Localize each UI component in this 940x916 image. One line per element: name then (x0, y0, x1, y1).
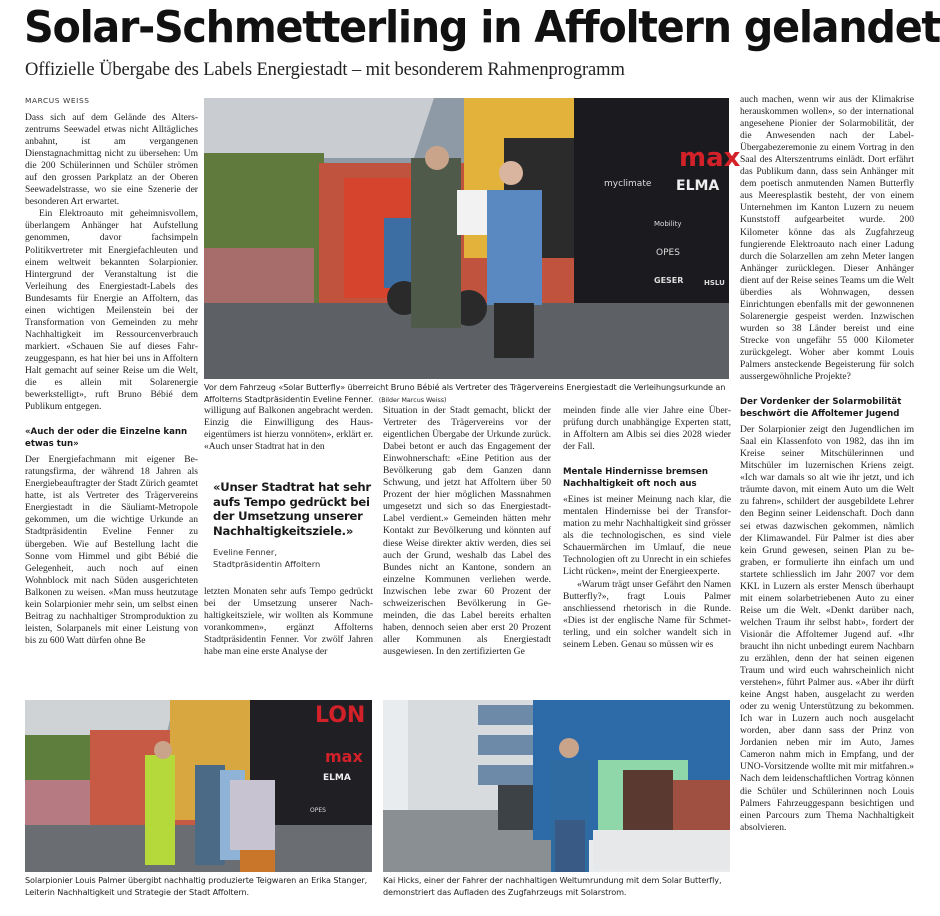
paragraph: Dass sich auf dem Gelände des Alterszentrums Seewadel etwas nicht Alltägliches anbahnt, ist am vergangenen Dienstagnachmittag nicht zu übersehen: Um die 200 Schülerinnen und Schüler strömen auf den grossen Parkplatz an der Oberen Seewadelstrasse, wo sie eine Szenerie der besonderen Art erwartet. (25, 112, 198, 208)
paragraph: letzten Monaten sehr aufs Tempo gedrückt bei der Umsetzung unserer Nachhaltigkeitsziele, wir wollten als Kommune vorankommen», ergänzt Affolterns Stadtpräsidentin Fenner. Vor zwölf Jahren habe man eine erste Analyse der (204, 586, 373, 658)
sponsor-logo: ELMA (323, 773, 351, 783)
paragraph: auch machen, wenn wir aus der Klimakrise herauskommen wollen», so der international angesehene Pionier der Solarmobilität, der die Anwesenden nach der Label-Übergabezeremonie zu einem Vortrag in den Saal des Alterszentrums einlädt. Dort erfährt das Publikum dann, dass sein Anhänger mit dem poetisch anmutenden Namen Butterfly aus Meeresplastik besteht, der von einem Unternehmen im Kanton Luzern zu neuem Kunststoff aufgearbeitet wurde. 200 Kilometer könne das als Zugfahrzeug fungierende Elektroauto nach einer Ladung durch die Solarzellen am zehn Meter langen Anhänger zurücklegen. Dieser Anhänger dient auf der Reise seines Teams um die Welt überdies als Wohnwagen, dessen Einrichtungen ebenfalls mit der gewonnenen Solarenergie gespeist werden. Inzwischen wurden so 38 Länder bereist und eine Strecke von ungefähr 55 000 Kilometer zurückgelegt. Woher aber kommt Louis Palmers ansteckende Begeisterung für solch aussergewöhnliche Projekte? (740, 94, 914, 383)
sponsor-logo: HSLU (704, 279, 725, 287)
sponsor-logo: ELMA (676, 178, 720, 194)
photo-palmer-stanger (25, 700, 372, 872)
sponsor-logo: myclimate (604, 179, 652, 189)
paragraph: meinden finde alle vier Jahre eine Überprüfung durch unabhängige Experten statt, in Affoltern am Albis sei dies 2028 wieder der Fall. (563, 405, 731, 453)
author-byline: MARCUS WEISS (25, 96, 90, 105)
paragraph: Situation in der Stadt gemacht, blickt der Vertreter des Trägervereins vor der eigentlichen Übergabe der Urkunde zurück. Dabei betont er auch das Engagement der Einwohnerschaft: «Eine Petition aus der Bevölkerung gab dem Ganzen dann Schwung, und jetzt hat Affoltern über 50 Prozent der hier möglichen Massnahmen umgesetzt und sich so das Energiestadt-Label verdient.» Gemeinden hätten mehr Kontakt zur Bevölkerung und könnten auf diese Weise direkter aktiv werden, dies sei auch der Grund, weshalb das Label des Bundes nicht an Kantone, sondern an einzelne Kommunen verliehen werde. Inzwischen lebe zwar 60 Prozent der schweizerischen Bevölkerung in Gemeinden, die das Label bereits erhalten haben, dennoch seien aber erst 20 Prozent aller Kommunen als Energiestadt ausgewiesen. In den zertifizierten Ge (383, 405, 551, 657)
pull-quote-text: «Unser Stadtrat hat sehr aufs Tempo gedrückt bei der Umsetzung unserer Nachhaltigkeitsziele.» (213, 480, 371, 538)
paragraph: «Eines ist meiner Meinung nach klar, die mentalen Hindernisse bei der Transformation zu mehr Nachhaltigkeit sind grösser als die technologischen, es sind viele Schauermärchen im Umlauf, die neue Technologien oft zu Unrecht in ein schiefes Licht rücken», meint der Energieexperte. (563, 494, 731, 578)
paragraph: Der Energiefachmann mit eigener Beratungsfirma, der während 18 Jahren als Energiebeauftragter der Stadt Zürich geamtet hatte, ist als Vertreter des Trägervereins Energiestadt in die Säuliamt-Metropole gekommen, um die wichtige Urkunde an Stadtpräsidentin Eveline Fenner zu übergeben. Wie auf Bestellung lacht die Sonne vom Himmel und gibt Bébié die Gelegenheit, auch noch auf einen Wohnblock mit nach Süden ausgerichteten Balkonen zu weisen. «Man muss heutzutage kein Solarpionier mehr sein, um selbst einen Beitrag zu nachhaltiger Stromproduktion zu leisten, Solarpanels mit einer Leistung von bis zu 600 Watt dürfen ohne Be (25, 454, 198, 646)
paragraph: Der Solarpionier zeigt den Jugendlichen im Saal ein Klassenfoto von 1982, das ihn im Kreise seiner Mitschülerinnen und Mitschüler im luzernischen Kriens zeigt. «Ich war damals so alt wie ihr jetzt, und ich träumte davon, mit einem Auto um die Welt zu fahren», schildert der ausgebildete Lehrer den Beginn seiner Leidenschaft. Doch dann sei etwas dazwischen gekommen, nämlich der Klimawandel. Für Palmer ist dies aber kein Grund gewesen, seinen Plan zu begraben, er formulierte ihn einfach um und startete schliesslich im Jahr 2007 vor dem KKL in Luzern als erster Mensch überhaupt mit einem solarbetriebenen Auto zu einer Reise um die Welt. «Denkt darüber nach, welchen Traum ihr selbst habt», fordert der Visionär die Affoltemer Jugend auf. «Ihr braucht ihn nicht unbedingt eurem Nachbarn zu erzählen, denn der hat seinen eigenen Traum und wird euch wahrscheinlich nicht verstehen», führt Palmer aus. «Aber ihr dürft keine Angst haben, ausgelacht zu werden oder zu wenig Unterstützung zu bekommen. Ich war in Luzern auch noch ausgelacht worden, aber dann sass der Prinz von Jordanien neben mir im Auto, James Cameron nahm mich in Empfang, und der UNO-Vorsitzende wollte mit mir mitfahren.» Nach dem leidenschaftlichen Vortrag können die Schüler und Schülerinnen noch Louis Palmers Fahrzeuggespann besichtigen und einen Parcours zum Thema Nachhaltigkeit absolvieren. (740, 424, 914, 833)
paragraph: Ein Elektroauto mit geheimnisvollem, überlangem Anhänger hat Aufstellung genommen, davor fachsimpeln Politikvertreter mit Energiefachleuten und einem weltweit bekannten Solarpionier. Hintergrund der Veranstaltung ist die Verleihung des Energiestadt-Labels des Bundesamts für Energie an Affoltern, das einen wichtigen Meilenstein bei der Transformation von Gemeinden zu mehr Nachhaltigkeit im Ressourcenverbrauch markiert. «Schauen Sie auf dieses Fahrzeuggespann, es hat hier bei uns in Affoltern Halt gemacht auf seiner Reise um die Welt, die es allein mit Solarenergie bewerkstelligt», ruft Bruno Bébié dem Publikum entgegen. (25, 208, 198, 413)
caption-text: Vor dem Fahrzeug «Solar Butterfly» überreicht Bruno Bébié als Vertreter des Trägervereins Energiestadt die Verleihungsurkunde an Affolterns Stadtpräsidentin Eveline Fenner. (204, 382, 726, 404)
sponsor-logo: Mobility (654, 220, 682, 228)
section-heading: Der Vordenker der Solarmobilität beschwört die Affoltemer Jugend (740, 397, 902, 420)
section-heading: «Auch der oder die Einzelne kann etwas tun» (25, 427, 188, 450)
sponsor-logo: max (325, 747, 363, 766)
article-column-1 (25, 112, 198, 647)
pull-quote-author-role: Stadtpräsidentin Affoltern (213, 559, 321, 569)
article-column-4 (563, 405, 731, 651)
headline: Solar-Schmetterling in Affoltern gelandet (24, 2, 940, 53)
paragraph: willigung auf Balkonen angebracht werden. Einzig die Einwilligung des Hauseigentümers ist hierzu vonnöten», erklärt er. «Auch unser Stadtrat hat in den (204, 405, 373, 453)
pull-quote (213, 480, 375, 570)
sponsor-logo: LON (315, 703, 366, 728)
photo-credit: (Bilder Marcus Weiss) (378, 396, 447, 404)
photo-caption-left: Solarpionier Louis Palmer übergibt nachhaltig produzierte Teigwaren an Erika Stanger, Leiterin Nachhaltigkeit und Strategie der Stadt Affoltern. (25, 875, 368, 897)
article-column-3 (383, 405, 551, 658)
pull-quote-author (213, 546, 375, 570)
subheadline: Offizielle Übergabe des Labels Energiestadt – mit besonderem Rahmenprogramm (25, 60, 625, 80)
sponsor-logo: GESER (654, 276, 684, 285)
photo-caption-right: Kai Hicks, einer der Fahrer der nachhaltigen Weltumrundung mit dem Solar Butterfly, demonstriert das Aufladen des Zugfahrzeugs mit Solarstrom. (383, 875, 722, 897)
main-photo-caption (204, 382, 734, 407)
main-photo (204, 98, 741, 379)
article-column-5 (740, 94, 914, 834)
sponsor-logo: OPES (310, 807, 326, 814)
sponsor-logo: OPES (656, 248, 680, 258)
paragraph: «Warum trägt unser Gefährt den Namen Butterfly?», fragt Louis Palmer anschliessend rhetorisch in die Runde. «Dies ist der englische Name für Schmetterling, und ein solcher wandelt sich in seinem Leben. Genau so müssen wir es (563, 578, 731, 650)
pull-quote-author-name: Eveline Fenner, (213, 547, 277, 557)
photo-kai-hicks (383, 700, 730, 872)
section-heading: Mentale Hindernisse bremsen Nachhaltigkeit oft noch aus (563, 467, 708, 490)
sponsor-logo: max (679, 143, 741, 173)
